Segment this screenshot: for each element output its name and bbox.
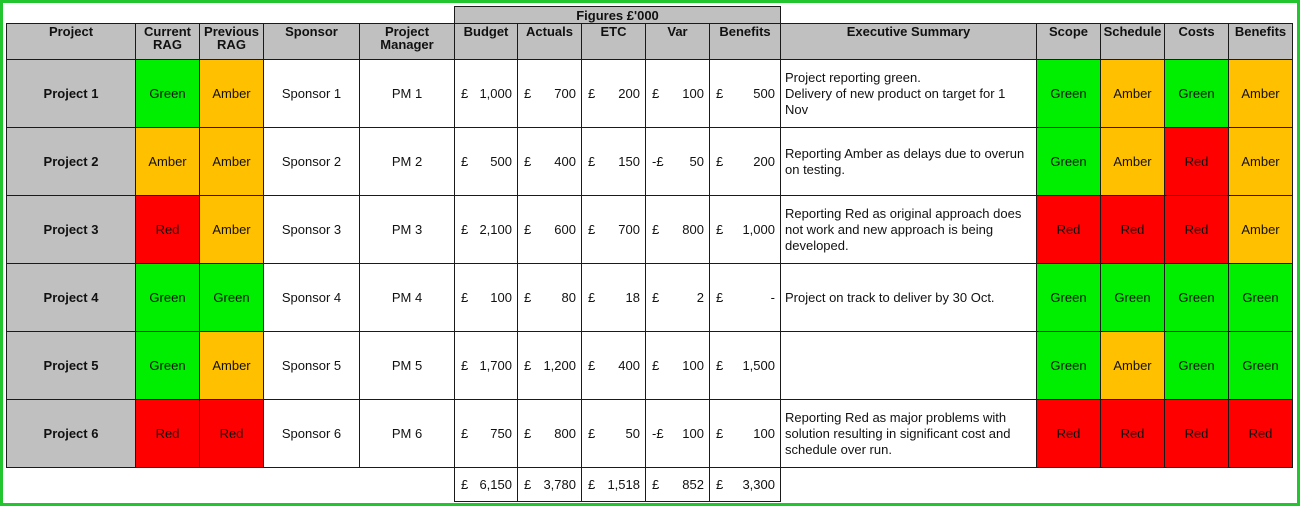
etc-cell [582,400,646,468]
benefits-rag-cell: Amber [1229,60,1293,128]
col-header-benefits: Benefits [710,24,781,60]
amount-value: 700 [554,86,576,101]
scope-rag-cell: Red [1037,400,1101,468]
var-cell [646,196,710,264]
amount-value: 1,518 [607,477,640,492]
currency-symbol: £ [524,222,532,237]
summary-line: on testing. [785,161,845,177]
table-row [7,332,1293,400]
sponsor-cell: Sponsor 1 [264,60,360,128]
project-name: Project 3 [7,196,136,264]
currency-symbol: £ [588,154,596,169]
previous-rag-cell: Amber [200,60,264,128]
costs-rag-cell: Green [1165,332,1229,400]
project-manager-cell: PM 2 [360,128,455,196]
total-benefits-cell [710,468,781,502]
costs-rag-cell: Red [1165,400,1229,468]
executive-summary-cell [781,400,1037,468]
amount-value: 800 [554,426,576,441]
amount-value: 1,000 [479,86,512,101]
budget-cell [455,60,518,128]
currency-symbol: £ [588,86,596,101]
amount-value: 50 [625,426,640,441]
totals-row [7,468,1293,502]
benefits-cell [710,400,781,468]
amount-value: 700 [618,222,640,237]
summary-line: Reporting Amber as delays due to overun [785,145,1025,161]
scope-rag-cell: Green [1037,332,1101,400]
current-rag-cell: Green [136,60,200,128]
currency-symbol: £ [588,477,596,492]
benefits-cell [710,332,781,400]
actuals-cell [518,196,582,264]
amount-value: 100 [682,86,704,101]
col-header-schedule: Schedule [1101,24,1165,60]
col-header-previous-rag: Previous RAG [200,24,264,60]
currency-symbol: £ [461,426,469,441]
amount-value: 800 [682,222,704,237]
col-header-executive-summary: Executive Summary [781,24,1037,60]
col-header-actuals: Actuals [518,24,582,60]
currency-symbol: £ [716,154,724,169]
summary-line: schedule over run. [785,441,892,457]
scope-rag-cell: Red [1037,196,1101,264]
summary-line: Reporting Red as major problems with [785,409,1007,425]
benefits-cell [710,128,781,196]
figures-header: Figures £'000 [455,7,781,24]
schedule-rag-cell: Amber [1101,128,1165,196]
schedule-rag-cell: Amber [1101,60,1165,128]
executive-summary-cell [781,332,1037,400]
previous-rag-cell: Red [200,400,264,468]
etc-cell [582,264,646,332]
amount-value: 100 [682,358,704,373]
total-actuals-cell [518,468,582,502]
project-name: Project 4 [7,264,136,332]
benefits-rag-cell: Red [1229,400,1293,468]
project-manager-cell: PM 1 [360,60,455,128]
actuals-cell [518,128,582,196]
schedule-rag-cell: Amber [1101,332,1165,400]
amount-value: 100 [490,290,512,305]
amount-value: 50 [689,154,704,169]
current-rag-cell: Green [136,332,200,400]
amount-value: - [770,290,775,305]
currency-symbol: £ [588,222,596,237]
col-header-etc: ETC [582,24,646,60]
total-budget-cell [455,468,518,502]
costs-rag-cell: Red [1165,128,1229,196]
col-header-scope: Scope [1037,24,1101,60]
table-row [7,400,1293,468]
currency-symbol: £ [524,86,532,101]
currency-symbol: £ [652,358,660,373]
actuals-cell [518,400,582,468]
budget-cell [455,128,518,196]
amount-value: 500 [490,154,512,169]
benefits-rag-cell: Amber [1229,196,1293,264]
amount-value: 2 [696,290,704,305]
actuals-cell [518,332,582,400]
schedule-rag-cell: Red [1101,196,1165,264]
sponsor-cell: Sponsor 4 [264,264,360,332]
schedule-rag-cell: Green [1101,264,1165,332]
costs-rag-cell: Red [1165,196,1229,264]
budget-cell [455,332,518,400]
currency-symbol: £ [461,86,469,101]
summary-line: Delivery of new product on target for 1 Nov [785,85,1006,117]
costs-rag-cell: Green [1165,264,1229,332]
currency-symbol: £ [461,290,469,305]
amount-value: 1,200 [543,358,576,373]
summary-line: Project on track to deliver by 30 Oct. [785,289,995,305]
project-manager-cell: PM 5 [360,332,455,400]
costs-rag-cell: Green [1165,60,1229,128]
amount-value: 600 [554,222,576,237]
benefits-cell [710,264,781,332]
currency-symbol: £ [716,358,724,373]
benefits-cell [710,60,781,128]
totals-blank-right [781,468,1293,502]
scope-rag-cell: Green [1037,264,1101,332]
project-manager-cell: PM 4 [360,264,455,332]
col-header-project: Project [7,24,136,60]
amount-value: 18 [625,290,640,305]
sponsor-cell: Sponsor 6 [264,400,360,468]
table-row [7,264,1293,332]
var-cell [646,332,710,400]
budget-cell [455,264,518,332]
summary-line: solution resulting in significant cost and [785,425,1011,441]
etc-cell [582,60,646,128]
amount-value: 200 [618,86,640,101]
benefits-rag-cell: Amber [1229,128,1293,196]
currency-symbol: £ [716,290,724,305]
project-name: Project 2 [7,128,136,196]
total-var-cell [646,468,710,502]
currency-symbol: £ [524,477,532,492]
var-cell [646,128,710,196]
executive-summary-cell [781,196,1037,264]
scope-rag-cell: Green [1037,60,1101,128]
previous-rag-cell: Amber [200,196,264,264]
var-cell [646,60,710,128]
summary-line: Project reporting green. [785,69,921,85]
project-name: Project 1 [7,60,136,128]
currency-symbol: £ [461,477,469,492]
col-header-benefits-rag: Benefits [1229,24,1293,60]
currency-symbol: £ [716,222,724,237]
sponsor-cell: Sponsor 5 [264,332,360,400]
project-manager-cell: PM 3 [360,196,455,264]
previous-rag-cell: Amber [200,332,264,400]
project-rag-table [6,6,1293,502]
etc-cell [582,128,646,196]
etc-cell [582,332,646,400]
var-cell [646,400,710,468]
amount-value: 400 [554,154,576,169]
col-header-budget: Budget [455,24,518,60]
summary-line: Reporting Red as original approach does [785,205,1022,221]
table-row [7,60,1293,128]
amount-value: 100 [753,426,775,441]
etc-cell [582,196,646,264]
amount-value: 1,700 [479,358,512,373]
currency-symbol: £ [588,358,596,373]
amount-value: 80 [561,290,576,305]
col-header-costs: Costs [1165,24,1229,60]
current-rag-cell: Green [136,264,200,332]
amount-value: 2,100 [479,222,512,237]
executive-summary-cell [781,128,1037,196]
currency-symbol: £ [652,86,660,101]
benefits-rag-cell: Green [1229,264,1293,332]
budget-cell [455,400,518,468]
currency-symbol: £ [588,426,596,441]
amount-value: 100 [682,426,704,441]
amount-value: 3,300 [742,477,775,492]
currency-symbol: £ [652,222,660,237]
currency-symbol: £ [652,290,660,305]
amount-value: 6,150 [479,477,512,492]
previous-rag-cell: Green [200,264,264,332]
amount-value: 1,000 [742,222,775,237]
benefits-cell [710,196,781,264]
amount-value: 750 [490,426,512,441]
currency-symbol: £ [524,426,532,441]
group-header-row [7,7,1293,24]
currency-symbol: £ [461,154,469,169]
col-header-var: Var [646,24,710,60]
project-name: Project 6 [7,400,136,468]
current-rag-cell: Red [136,196,200,264]
sponsor-cell: Sponsor 3 [264,196,360,264]
current-rag-cell: Amber [136,128,200,196]
currency-symbol: -£ [652,154,664,169]
project-name: Project 5 [7,332,136,400]
project-manager-cell: PM 6 [360,400,455,468]
total-etc-cell [582,468,646,502]
table-row [7,128,1293,196]
currency-symbol: £ [716,426,724,441]
summary-line: developed. [785,237,849,253]
actuals-cell [518,60,582,128]
currency-symbol: £ [588,290,596,305]
previous-rag-cell: Amber [200,128,264,196]
schedule-rag-cell: Red [1101,400,1165,468]
amount-value: 1,500 [742,358,775,373]
actuals-cell [518,264,582,332]
scope-rag-cell: Green [1037,128,1101,196]
currency-symbol: £ [716,477,724,492]
amount-value: 3,780 [543,477,576,492]
currency-symbol: £ [461,358,469,373]
currency-symbol: -£ [652,426,664,441]
currency-symbol: £ [461,222,469,237]
column-header-row [7,24,1293,60]
table-row [7,196,1293,264]
currency-symbol: £ [716,86,724,101]
sponsor-cell: Sponsor 2 [264,128,360,196]
amount-value: 150 [618,154,640,169]
col-header-sponsor: Sponsor [264,24,360,60]
totals-blank [7,468,455,502]
budget-cell [455,196,518,264]
current-rag-cell: Red [136,400,200,468]
col-header-project-manager: Project Manager [360,24,455,60]
currency-symbol: £ [524,358,532,373]
var-cell [646,264,710,332]
benefits-rag-cell: Green [1229,332,1293,400]
amount-value: 852 [682,477,704,492]
currency-symbol: £ [524,290,532,305]
amount-value: 400 [618,358,640,373]
currency-symbol: £ [652,477,660,492]
amount-value: 200 [753,154,775,169]
currency-symbol: £ [524,154,532,169]
executive-summary-cell [781,264,1037,332]
col-header-current-rag: Current RAG [136,24,200,60]
amount-value: 500 [753,86,775,101]
executive-summary-cell [781,60,1037,128]
summary-line: not work and new approach is being [785,221,994,237]
